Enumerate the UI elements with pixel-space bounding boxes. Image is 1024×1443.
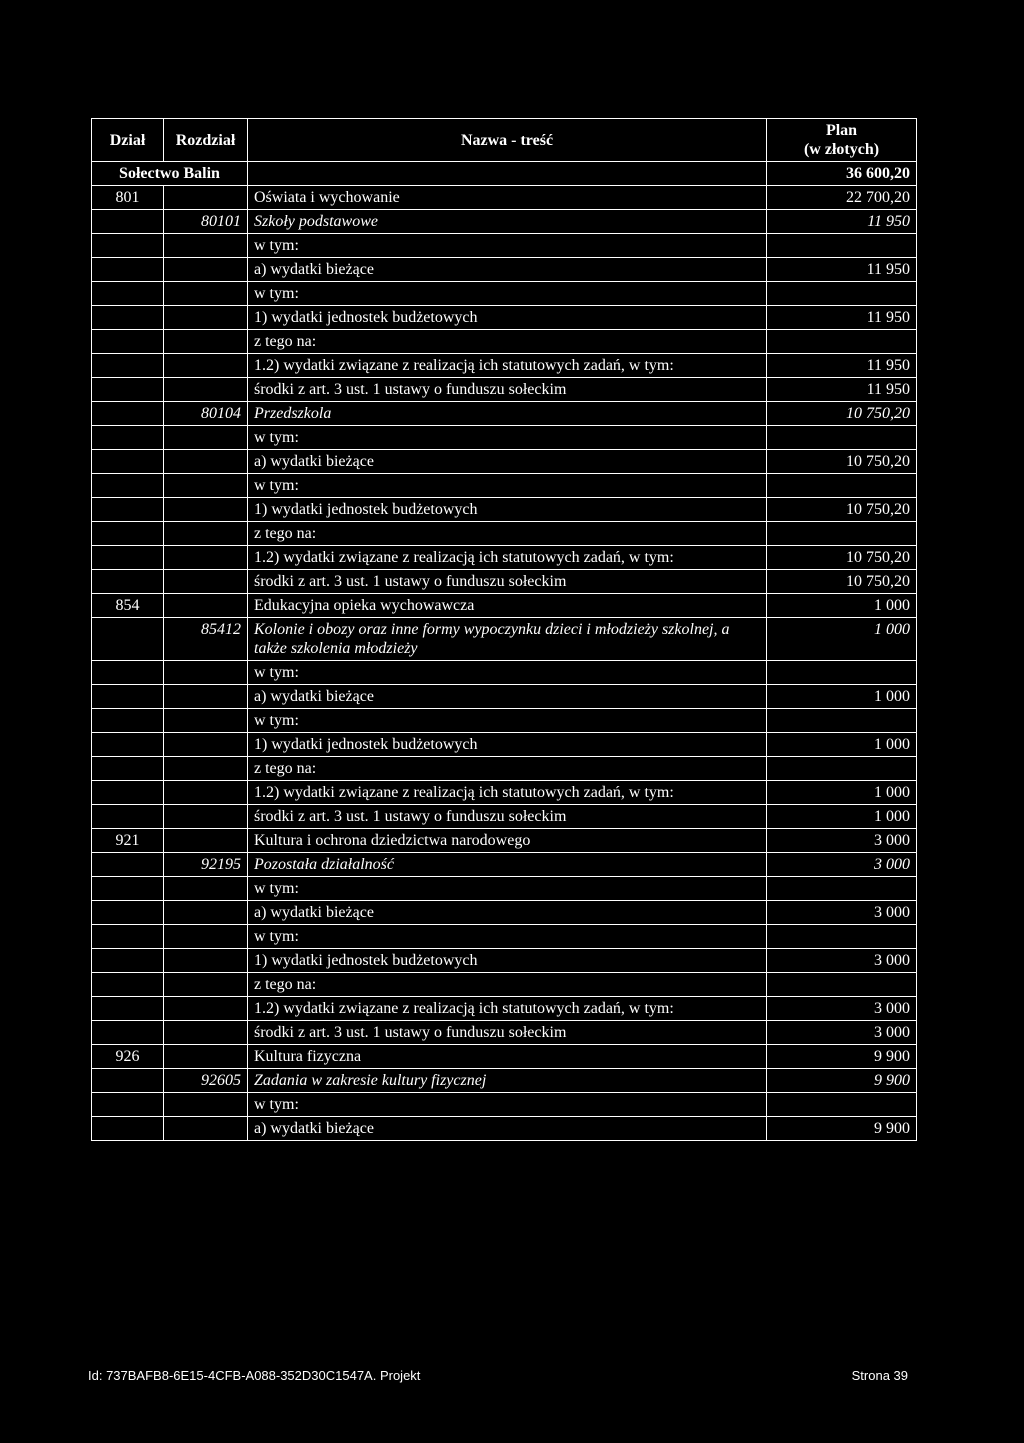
- cell-nazwa: w tym:: [248, 925, 767, 949]
- table-row: [92, 234, 917, 258]
- cell-rozdzial: [164, 781, 248, 805]
- cell-dzial: [92, 781, 164, 805]
- cell-dzial: [92, 709, 164, 733]
- cell-dzial: [92, 973, 164, 997]
- cell-plan: [767, 973, 917, 997]
- cell-dzial: [92, 522, 164, 546]
- table-row: [92, 1093, 917, 1117]
- cell-plan: 11 950: [767, 210, 917, 234]
- cell-dzial: [92, 1021, 164, 1045]
- cell-plan: [767, 877, 917, 901]
- cell-rozdzial: [164, 1093, 248, 1117]
- cell-plan: 1 000: [767, 594, 917, 618]
- table-header-row: [92, 119, 917, 162]
- table-row: [92, 949, 917, 973]
- table-row: [92, 402, 917, 426]
- cell-nazwa: Przedszkola: [248, 402, 767, 426]
- cell-plan: 10 750,20: [767, 570, 917, 594]
- header-rozdzial: Rozdział: [164, 119, 248, 162]
- cell-nazwa: środki z art. 3 ust. 1 ustawy o funduszu sołeckim: [248, 378, 767, 402]
- table-row: [92, 282, 917, 306]
- cell-nazwa: w tym:: [248, 282, 767, 306]
- cell-nazwa: środki z art. 3 ust. 1 ustawy o funduszu sołeckim: [248, 1021, 767, 1045]
- cell-plan: [767, 661, 917, 685]
- cell-dzial: [92, 234, 164, 258]
- table-row: [92, 805, 917, 829]
- cell-rozdzial: [164, 733, 248, 757]
- table-row: [92, 186, 917, 210]
- cell-dzial: 854: [92, 594, 164, 618]
- cell-dzial: [92, 901, 164, 925]
- cell-rozdzial: 92195: [164, 853, 248, 877]
- cell-dzial: [92, 306, 164, 330]
- cell-dzial: 801: [92, 186, 164, 210]
- cell-dzial: [92, 210, 164, 234]
- table-row: [92, 925, 917, 949]
- cell-dzial: [92, 1069, 164, 1093]
- table-row: [92, 378, 917, 402]
- table-row: [92, 498, 917, 522]
- cell-rozdzial: [164, 925, 248, 949]
- cell-dzial: [92, 661, 164, 685]
- cell-plan: [767, 925, 917, 949]
- cell-dzial: [92, 330, 164, 354]
- cell-nazwa: a) wydatki bieżące: [248, 1117, 767, 1141]
- cell-plan: 3 000: [767, 901, 917, 925]
- cell-plan: 3 000: [767, 997, 917, 1021]
- cell-dzial: [92, 258, 164, 282]
- cell-rozdzial: [164, 474, 248, 498]
- table-row: [92, 450, 917, 474]
- cell-rozdzial: [164, 805, 248, 829]
- cell-dzial: [92, 733, 164, 757]
- cell-dzial: [92, 474, 164, 498]
- cell-dzial: [92, 757, 164, 781]
- table-row: [92, 1117, 917, 1141]
- table-row: [92, 685, 917, 709]
- cell-plan: [767, 522, 917, 546]
- cell-plan: 3 000: [767, 853, 917, 877]
- cell-rozdzial: [164, 522, 248, 546]
- header-nazwa: Nazwa - treść: [248, 119, 767, 162]
- table-row: [92, 330, 917, 354]
- cell-dzial: [92, 685, 164, 709]
- table-row: [92, 853, 917, 877]
- cell-nazwa: a) wydatki bieżące: [248, 901, 767, 925]
- cell-rozdzial: [164, 258, 248, 282]
- cell-rozdzial: [164, 685, 248, 709]
- cell-plan: 9 900: [767, 1117, 917, 1141]
- table-row: [92, 733, 917, 757]
- cell-nazwa: 1.2) wydatki związane z realizacją ich statutowych zadań, w tym:: [248, 354, 767, 378]
- cell-plan: 3 000: [767, 1021, 917, 1045]
- cell-rozdzial: [164, 426, 248, 450]
- cell-nazwa: 1) wydatki jednostek budżetowych: [248, 949, 767, 973]
- cell-rozdzial: [164, 282, 248, 306]
- cell-plan: 3 000: [767, 829, 917, 853]
- table-row: [92, 757, 917, 781]
- cell-nazwa: środki z art. 3 ust. 1 ustawy o funduszu sołeckim: [248, 805, 767, 829]
- cell-dzial: [92, 853, 164, 877]
- cell-rozdzial: [164, 1045, 248, 1069]
- table-row: [92, 1045, 917, 1069]
- cell-dzial: [92, 546, 164, 570]
- table-row: [92, 546, 917, 570]
- cell-dzial: [92, 570, 164, 594]
- cell-nazwa: z tego na:: [248, 522, 767, 546]
- cell-nazwa: a) wydatki bieżące: [248, 450, 767, 474]
- cell-nazwa: w tym:: [248, 661, 767, 685]
- cell-nazwa: w tym:: [248, 426, 767, 450]
- cell-nazwa: Szkoły podstawowe: [248, 210, 767, 234]
- cell-dzial: [92, 997, 164, 1021]
- cell-rozdzial: [164, 997, 248, 1021]
- cell-nazwa: 1.2) wydatki związane z realizacją ich statutowych zadań, w tym:: [248, 997, 767, 1021]
- cell-plan: 9 900: [767, 1045, 917, 1069]
- cell-nazwa: a) wydatki bieżące: [248, 685, 767, 709]
- cell-dzial: [92, 805, 164, 829]
- cell-dzial: [92, 877, 164, 901]
- table-row: [92, 306, 917, 330]
- cell-dzial: 926: [92, 1045, 164, 1069]
- cell-rozdzial: [164, 306, 248, 330]
- table-row: [92, 570, 917, 594]
- cell-dzial: 921: [92, 829, 164, 853]
- budget-table: [91, 118, 917, 1141]
- cell-dzial: [92, 282, 164, 306]
- table-row: [92, 210, 917, 234]
- cell-rozdzial: [164, 1021, 248, 1045]
- table-row: [92, 618, 917, 661]
- cell-dzial: [92, 354, 164, 378]
- cell-nazwa: Pozostała działalność: [248, 853, 767, 877]
- cell-dzial: [92, 925, 164, 949]
- cell-plan: 11 950: [767, 354, 917, 378]
- cell-rozdzial: [164, 757, 248, 781]
- cell-nazwa: Oświata i wychowanie: [248, 186, 767, 210]
- cell-nazwa: 1) wydatki jednostek budżetowych: [248, 498, 767, 522]
- cell-rozdzial: [164, 234, 248, 258]
- cell-rozdzial: [164, 546, 248, 570]
- table-row: [92, 997, 917, 1021]
- cell-plan: [767, 709, 917, 733]
- table-row: [92, 258, 917, 282]
- cell-plan: 10 750,20: [767, 402, 917, 426]
- cell-dzial: [92, 1093, 164, 1117]
- cell-nazwa: 1.2) wydatki związane z realizacją ich statutowych zadań, w tym:: [248, 781, 767, 805]
- cell-nazwa: w tym:: [248, 709, 767, 733]
- cell-rozdzial: [164, 1117, 248, 1141]
- cell-plan: 1 000: [767, 781, 917, 805]
- cell-rozdzial: [164, 570, 248, 594]
- cell-plan: 1 000: [767, 685, 917, 709]
- cell-rozdzial: [164, 378, 248, 402]
- cell-nazwa: Edukacyjna opieka wychowawcza: [248, 594, 767, 618]
- header-plan-line2: (w złotych): [803, 141, 880, 158]
- cell-dzial: [92, 618, 164, 661]
- cell-plan: 22 700,20: [767, 186, 917, 210]
- summary-plan: 36 600,20: [767, 162, 917, 186]
- table-row: [92, 877, 917, 901]
- table-row: [92, 474, 917, 498]
- cell-rozdzial: [164, 186, 248, 210]
- page-number: Strona 39: [851, 1368, 908, 1383]
- cell-nazwa: Kultura i ochrona dziedzictwa narodowego: [248, 829, 767, 853]
- cell-plan: 10 750,20: [767, 450, 917, 474]
- document-id: Id: 737BAFB8-6E15-4CFB-A088-352D30C1547A. Projekt: [88, 1368, 421, 1383]
- cell-dzial: [92, 498, 164, 522]
- cell-rozdzial: [164, 354, 248, 378]
- cell-nazwa: 1) wydatki jednostek budżetowych: [248, 306, 767, 330]
- cell-rozdzial: [164, 330, 248, 354]
- cell-plan: [767, 330, 917, 354]
- cell-nazwa: z tego na:: [248, 757, 767, 781]
- cell-plan: 1 000: [767, 733, 917, 757]
- table-row: [92, 901, 917, 925]
- cell-rozdzial: [164, 829, 248, 853]
- summary-label: Sołectwo Balin: [92, 162, 248, 186]
- cell-plan: 1 000: [767, 618, 917, 661]
- cell-nazwa: z tego na:: [248, 330, 767, 354]
- table-row: [92, 661, 917, 685]
- cell-nazwa: w tym:: [248, 234, 767, 258]
- cell-dzial: [92, 949, 164, 973]
- cell-rozdzial: 80104: [164, 402, 248, 426]
- cell-dzial: [92, 402, 164, 426]
- table-row: [92, 781, 917, 805]
- header-plan: [767, 119, 917, 162]
- cell-plan: 3 000: [767, 949, 917, 973]
- cell-rozdzial: 80101: [164, 210, 248, 234]
- table-row: [92, 426, 917, 450]
- summary-row: [92, 162, 917, 186]
- cell-nazwa: 1.2) wydatki związane z realizacją ich statutowych zadań, w tym:: [248, 546, 767, 570]
- cell-nazwa: 1) wydatki jednostek budżetowych: [248, 733, 767, 757]
- cell-rozdzial: [164, 498, 248, 522]
- header-dzial: Dział: [92, 119, 164, 162]
- cell-nazwa: z tego na:: [248, 973, 767, 997]
- cell-plan: 1 000: [767, 805, 917, 829]
- header-plan-line1: Plan: [825, 122, 858, 139]
- cell-rozdzial: [164, 877, 248, 901]
- cell-rozdzial: [164, 709, 248, 733]
- cell-rozdzial: [164, 901, 248, 925]
- cell-dzial: [92, 378, 164, 402]
- cell-rozdzial: [164, 594, 248, 618]
- cell-dzial: [92, 1117, 164, 1141]
- cell-rozdzial: [164, 973, 248, 997]
- table-row: [92, 522, 917, 546]
- cell-plan: 10 750,20: [767, 546, 917, 570]
- cell-dzial: [92, 450, 164, 474]
- summary-spacer: [248, 162, 767, 186]
- cell-plan: 11 950: [767, 378, 917, 402]
- cell-nazwa: a) wydatki bieżące: [248, 258, 767, 282]
- table-row: [92, 1069, 917, 1093]
- table-row: [92, 594, 917, 618]
- cell-rozdzial: 92605: [164, 1069, 248, 1093]
- cell-nazwa: Kolonie i obozy oraz inne formy wypoczynku dzieci i młodzieży szkolnej, a także szkolenia młodzieży: [248, 618, 767, 661]
- cell-plan: 9 900: [767, 1069, 917, 1093]
- cell-rozdzial: [164, 949, 248, 973]
- cell-plan: 10 750,20: [767, 498, 917, 522]
- table-row: [92, 829, 917, 853]
- cell-nazwa: w tym:: [248, 1093, 767, 1117]
- cell-plan: [767, 474, 917, 498]
- cell-rozdzial: [164, 661, 248, 685]
- table-row: [92, 1021, 917, 1045]
- cell-nazwa: w tym:: [248, 877, 767, 901]
- cell-plan: [767, 1093, 917, 1117]
- table-row: [92, 709, 917, 733]
- cell-dzial: [92, 426, 164, 450]
- cell-rozdzial: [164, 450, 248, 474]
- cell-nazwa: środki z art. 3 ust. 1 ustawy o funduszu sołeckim: [248, 570, 767, 594]
- cell-plan: [767, 757, 917, 781]
- table-row: [92, 973, 917, 997]
- cell-rozdzial: 85412: [164, 618, 248, 661]
- cell-plan: [767, 426, 917, 450]
- cell-nazwa: w tym:: [248, 474, 767, 498]
- cell-nazwa: Zadania w zakresie kultury fizycznej: [248, 1069, 767, 1093]
- cell-nazwa: Kultura fizyczna: [248, 1045, 767, 1069]
- cell-plan: 11 950: [767, 258, 917, 282]
- cell-plan: [767, 234, 917, 258]
- cell-plan: 11 950: [767, 306, 917, 330]
- cell-plan: [767, 282, 917, 306]
- table-row: [92, 354, 917, 378]
